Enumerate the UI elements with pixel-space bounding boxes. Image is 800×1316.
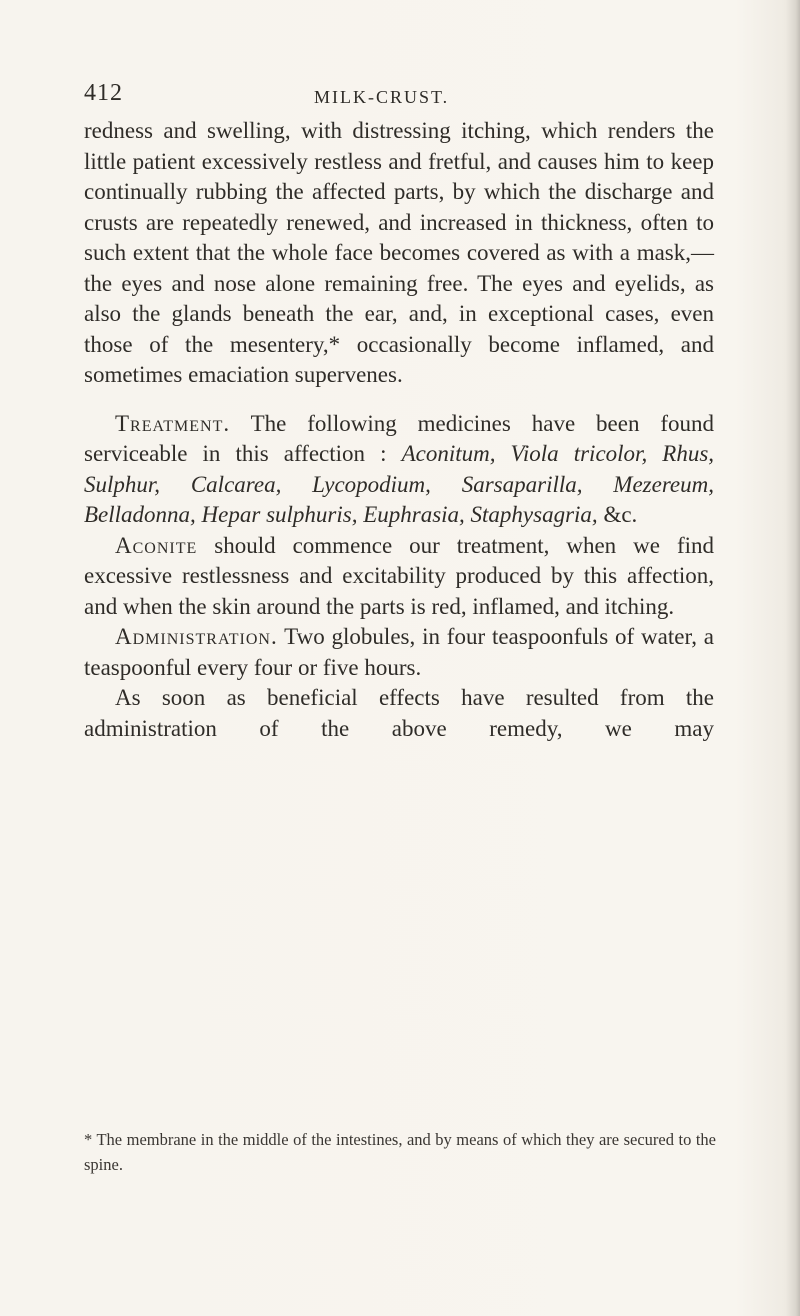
treatment-intro: The following medicines have been found serviceable in this affection : [84, 410, 715, 466]
paragraph-aconite [84, 531, 714, 623]
medicine-item: Belladonna, [84, 502, 196, 527]
medicine-item: Lycopodium, [312, 471, 431, 497]
paragraph-continuation: As soon as beneficial effects have resulted from the administration of the above remedy, we may [84, 685, 714, 741]
page-edge-shadow [786, 0, 800, 1316]
medicine-item: Staphysagria, [470, 502, 598, 527]
running-title: MILK-CRUST. [314, 87, 450, 107]
aconite-text: should commence our treatment, when we find excessive restlessness and excitability produced by this affection, and when the skin around the parts is red, inflamed, and itching. [84, 532, 715, 619]
footnote [84, 1127, 716, 1177]
page-header [84, 80, 724, 112]
medicine-item: Sarsaparilla, [461, 471, 583, 497]
paragraph-treatment [84, 409, 714, 531]
medicine-item: Hepar sulphuris, [201, 502, 358, 527]
treatment-etc: &c. [603, 502, 638, 527]
administration-text: Two globules, in four teaspoonfuls of water, a teaspoonful every four or five hours. [84, 624, 715, 680]
aconite-heading: Aconite [115, 532, 198, 558]
administration-heading: Administration. [115, 624, 278, 649]
body-text [84, 116, 714, 744]
paragraph-symptoms: redness and swelling, with distressing itching, which renders the little patient excessively restless and fretful, and causes him to keep continually rubbing the affected parts, by which the discharge and crusts are repeatedly renewed, and increased in thickness, often to such extent that the whole face becomes covered as with a mask,—the eyes and nose alone remaining free. The eyes and eyelids, as also the glands beneath the ear, and, in exceptional cases, even those of the mesentery,* occasionally become inflamed, and sometimes emaciation supervenes. [84, 118, 714, 387]
paragraph-administration [84, 622, 714, 683]
treatment-heading: Treatment. [115, 410, 231, 436]
medicine-item: Mezereum, [613, 471, 714, 497]
page-number: 412 [84, 80, 123, 106]
medicine-item: Sulphur, [84, 471, 161, 497]
medicine-item: Rhus, [662, 441, 715, 466]
medicine-item: Aconitum, [401, 441, 496, 466]
medicine-item: Calcarea, [190, 471, 282, 497]
footnote-text: * The membrane in the middle of the intestines, and by means of which they are secured to the spine. [84, 1130, 716, 1174]
medicine-item: Viola tricolor, [510, 441, 648, 466]
medicine-item: Euphrasia, [363, 502, 465, 527]
